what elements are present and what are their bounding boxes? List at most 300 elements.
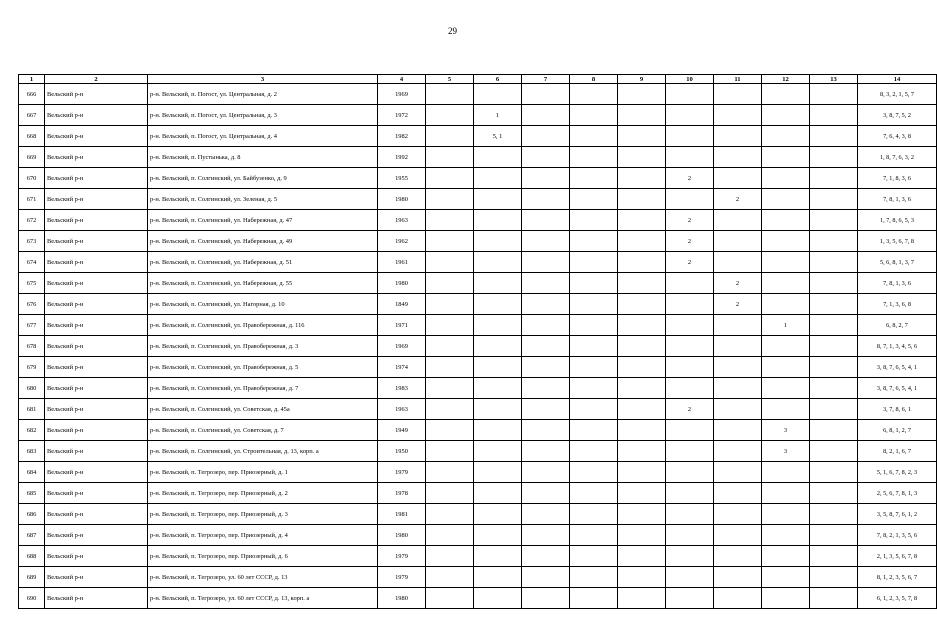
col13-cell: [810, 420, 858, 441]
col11-cell: [714, 546, 762, 567]
district-cell: Вельский р-н: [45, 504, 148, 525]
table-row: [19, 294, 937, 315]
col5-cell: [426, 336, 474, 357]
col11-cell: [714, 105, 762, 126]
column-header: 4: [378, 75, 426, 84]
table-row: [19, 210, 937, 231]
row-number-cell: 680: [19, 378, 45, 399]
col5-cell: [426, 441, 474, 462]
col5-cell: [426, 525, 474, 546]
table-row: [19, 252, 937, 273]
col6-cell: [474, 504, 522, 525]
col5-cell: [426, 546, 474, 567]
table-row: [19, 546, 937, 567]
col11-cell: [714, 147, 762, 168]
codes-cell: 3, 5, 8, 7, 6, 1, 2: [858, 504, 937, 525]
col13-cell: [810, 378, 858, 399]
row-number-cell: 677: [19, 315, 45, 336]
col7-cell: [522, 168, 570, 189]
col10-cell: [666, 441, 714, 462]
row-number-cell: 667: [19, 105, 45, 126]
col8-cell: [570, 483, 618, 504]
column-header: 10: [666, 75, 714, 84]
col7-cell: [522, 336, 570, 357]
col9-cell: [618, 357, 666, 378]
col12-cell: [762, 483, 810, 504]
codes-cell: 7, 8, 1, 3, 6: [858, 273, 937, 294]
address-cell: р-н. Вельский, п. Погост, ул. Центральная, д. 3: [148, 105, 378, 126]
column-header: 5: [426, 75, 474, 84]
col10-cell: 2: [666, 399, 714, 420]
col6-cell: 5, 1: [474, 126, 522, 147]
col6-cell: [474, 147, 522, 168]
table-row: [19, 126, 937, 147]
col6-cell: [474, 168, 522, 189]
col8-cell: [570, 399, 618, 420]
address-cell: р-н. Вельский, п. Солгинский, ул. Строительная, д. 13, корп. а: [148, 441, 378, 462]
col11-cell: [714, 336, 762, 357]
district-cell: Вельский р-н: [45, 525, 148, 546]
row-number-cell: 672: [19, 210, 45, 231]
table-row: [19, 525, 937, 546]
table-row: [19, 189, 937, 210]
year-cell: 1982: [378, 126, 426, 147]
col5-cell: [426, 462, 474, 483]
col13-cell: [810, 168, 858, 189]
col6-cell: [474, 357, 522, 378]
col13-cell: [810, 504, 858, 525]
col5-cell: [426, 315, 474, 336]
codes-cell: 1, 8, 7, 6, 3, 2: [858, 147, 937, 168]
col6-cell: [474, 546, 522, 567]
col8-cell: [570, 588, 618, 609]
table-row: [19, 399, 937, 420]
district-cell: Вельский р-н: [45, 546, 148, 567]
col6-cell: [474, 336, 522, 357]
col12-cell: 1: [762, 315, 810, 336]
col11-cell: [714, 378, 762, 399]
col12-cell: [762, 189, 810, 210]
col7-cell: [522, 357, 570, 378]
col7-cell: [522, 252, 570, 273]
table-row: [19, 567, 937, 588]
col9-cell: [618, 273, 666, 294]
col5-cell: [426, 147, 474, 168]
col11-cell: [714, 420, 762, 441]
year-cell: 1979: [378, 546, 426, 567]
col9-cell: [618, 84, 666, 105]
col6-cell: [474, 378, 522, 399]
district-cell: Вельский р-н: [45, 357, 148, 378]
column-header: 11: [714, 75, 762, 84]
col5-cell: [426, 84, 474, 105]
year-cell: 1971: [378, 315, 426, 336]
year-cell: 1955: [378, 168, 426, 189]
year-cell: 1950: [378, 441, 426, 462]
col11-cell: [714, 231, 762, 252]
col8-cell: [570, 462, 618, 483]
table-row: [19, 147, 937, 168]
table-row: [19, 336, 937, 357]
column-header: 8: [570, 75, 618, 84]
col13-cell: [810, 147, 858, 168]
row-number-cell: 682: [19, 420, 45, 441]
column-header: 13: [810, 75, 858, 84]
district-cell: Вельский р-н: [45, 168, 148, 189]
col10-cell: [666, 504, 714, 525]
row-number-cell: 690: [19, 588, 45, 609]
col10-cell: [666, 84, 714, 105]
col5-cell: [426, 294, 474, 315]
address-cell: р-н. Вельский, п. Солгинский, ул. Нагорная, д. 10: [148, 294, 378, 315]
col12-cell: [762, 504, 810, 525]
col11-cell: [714, 462, 762, 483]
address-cell: р-н. Вельский, п. Солгинский, ул. Советская, д. 45а: [148, 399, 378, 420]
col11-cell: [714, 483, 762, 504]
address-cell: р-н. Вельский, п. Погост, ул. Центральная, д. 2: [148, 84, 378, 105]
district-cell: Вельский р-н: [45, 84, 148, 105]
table-body: [19, 84, 937, 609]
col12-cell: [762, 357, 810, 378]
col8-cell: [570, 336, 618, 357]
row-number-cell: 685: [19, 483, 45, 504]
col9-cell: [618, 210, 666, 231]
codes-cell: 7, 1, 8, 3, 6: [858, 168, 937, 189]
address-cell: р-н. Вельский, п. Пустынька, д. 8: [148, 147, 378, 168]
col8-cell: [570, 315, 618, 336]
column-header: 6: [474, 75, 522, 84]
row-number-cell: 687: [19, 525, 45, 546]
district-cell: Вельский р-н: [45, 252, 148, 273]
codes-cell: 1, 7, 8, 6, 5, 3: [858, 210, 937, 231]
col8-cell: [570, 168, 618, 189]
codes-cell: 6, 1, 2, 3, 5, 7, 8: [858, 588, 937, 609]
col6-cell: [474, 567, 522, 588]
district-cell: Вельский р-н: [45, 105, 148, 126]
year-cell: 1974: [378, 357, 426, 378]
col5-cell: [426, 357, 474, 378]
col7-cell: [522, 84, 570, 105]
col13-cell: [810, 462, 858, 483]
col9-cell: [618, 441, 666, 462]
year-cell: 1849: [378, 294, 426, 315]
codes-cell: 2, 5, 6, 7, 8, 1, 3: [858, 483, 937, 504]
codes-cell: 6, 8, 1, 2, 7: [858, 420, 937, 441]
header-row: [19, 75, 937, 84]
col6-cell: [474, 588, 522, 609]
col8-cell: [570, 525, 618, 546]
col13-cell: [810, 399, 858, 420]
address-cell: р-н. Вельский, п. Солгинский, ул. Набережная, д. 51: [148, 252, 378, 273]
year-cell: 1972: [378, 105, 426, 126]
district-cell: Вельский р-н: [45, 378, 148, 399]
codes-cell: 7, 1, 3, 6, 8: [858, 294, 937, 315]
col10-cell: [666, 294, 714, 315]
year-cell: 1969: [378, 84, 426, 105]
col9-cell: [618, 336, 666, 357]
col8-cell: [570, 546, 618, 567]
codes-cell: 7, 8, 2, 1, 3, 5, 6: [858, 525, 937, 546]
address-cell: р-н. Вельский, п. Солгинский, ул. Правобережная, д. 116: [148, 315, 378, 336]
codes-cell: 7, 6, 4, 3, 8: [858, 126, 937, 147]
district-cell: Вельский р-н: [45, 147, 148, 168]
codes-cell: 5, 1, 6, 7, 8, 2, 3: [858, 462, 937, 483]
row-number-cell: 678: [19, 336, 45, 357]
col13-cell: [810, 126, 858, 147]
col9-cell: [618, 462, 666, 483]
table-row: [19, 231, 937, 252]
codes-cell: 8, 3, 2, 1, 5, 7: [858, 84, 937, 105]
col12-cell: 3: [762, 420, 810, 441]
col10-cell: [666, 126, 714, 147]
col11-cell: [714, 525, 762, 546]
col10-cell: [666, 336, 714, 357]
address-cell: р-н. Вельский, п. Тегрозеро, ул. 60 лет СССР, д. 13: [148, 567, 378, 588]
col7-cell: [522, 525, 570, 546]
col5-cell: [426, 273, 474, 294]
col12-cell: 3: [762, 441, 810, 462]
col6-cell: [474, 210, 522, 231]
column-header: 12: [762, 75, 810, 84]
col13-cell: [810, 315, 858, 336]
col13-cell: [810, 294, 858, 315]
col13-cell: [810, 252, 858, 273]
col10-cell: [666, 420, 714, 441]
col12-cell: [762, 567, 810, 588]
address-cell: р-н. Вельский, п. Тегрозеро, пер. Приозерный, д. 4: [148, 525, 378, 546]
table-row: [19, 441, 937, 462]
col12-cell: [762, 378, 810, 399]
codes-cell: 5, 6, 8, 1, 3, 7: [858, 252, 937, 273]
col11-cell: 2: [714, 294, 762, 315]
codes-cell: 2, 1, 3, 5, 6, 7, 8: [858, 546, 937, 567]
col8-cell: [570, 84, 618, 105]
col9-cell: [618, 399, 666, 420]
col11-cell: [714, 210, 762, 231]
col8-cell: [570, 147, 618, 168]
col13-cell: [810, 336, 858, 357]
col5-cell: [426, 126, 474, 147]
col12-cell: [762, 231, 810, 252]
year-cell: 1983: [378, 378, 426, 399]
district-cell: Вельский р-н: [45, 420, 148, 441]
col12-cell: [762, 525, 810, 546]
col5-cell: [426, 252, 474, 273]
col11-cell: [714, 567, 762, 588]
district-cell: Вельский р-н: [45, 231, 148, 252]
col12-cell: [762, 252, 810, 273]
col5-cell: [426, 420, 474, 441]
district-cell: Вельский р-н: [45, 210, 148, 231]
row-number-cell: 668: [19, 126, 45, 147]
col5-cell: [426, 105, 474, 126]
col9-cell: [618, 126, 666, 147]
row-number-cell: 669: [19, 147, 45, 168]
col8-cell: [570, 273, 618, 294]
district-cell: Вельский р-н: [45, 399, 148, 420]
col13-cell: [810, 357, 858, 378]
row-number-cell: 679: [19, 357, 45, 378]
col10-cell: [666, 525, 714, 546]
address-cell: р-н. Вельский, п. Солгинский, ул. Правобережная, д. 5: [148, 357, 378, 378]
col9-cell: [618, 483, 666, 504]
table-row: [19, 420, 937, 441]
col8-cell: [570, 210, 618, 231]
col9-cell: [618, 105, 666, 126]
district-cell: Вельский р-н: [45, 189, 148, 210]
col7-cell: [522, 567, 570, 588]
col8-cell: [570, 441, 618, 462]
table-row: [19, 273, 937, 294]
col5-cell: [426, 231, 474, 252]
col10-cell: [666, 273, 714, 294]
col6-cell: [474, 252, 522, 273]
col9-cell: [618, 189, 666, 210]
col7-cell: [522, 315, 570, 336]
col9-cell: [618, 231, 666, 252]
col7-cell: [522, 462, 570, 483]
year-cell: 1980: [378, 588, 426, 609]
col9-cell: [618, 525, 666, 546]
year-cell: 1978: [378, 483, 426, 504]
col12-cell: [762, 294, 810, 315]
col12-cell: [762, 546, 810, 567]
col10-cell: [666, 483, 714, 504]
housing-table: [18, 74, 937, 609]
row-number-cell: 675: [19, 273, 45, 294]
col12-cell: [762, 462, 810, 483]
col9-cell: [618, 147, 666, 168]
col7-cell: [522, 273, 570, 294]
col13-cell: [810, 525, 858, 546]
year-cell: 1962: [378, 231, 426, 252]
row-number-cell: 686: [19, 504, 45, 525]
col6-cell: [474, 462, 522, 483]
col7-cell: [522, 231, 570, 252]
col8-cell: [570, 504, 618, 525]
year-cell: 1979: [378, 462, 426, 483]
col10-cell: [666, 546, 714, 567]
col5-cell: [426, 483, 474, 504]
row-number-cell: 688: [19, 546, 45, 567]
col7-cell: [522, 294, 570, 315]
address-cell: р-н. Вельский, п. Солгинский, ул. Набережная, д. 55: [148, 273, 378, 294]
address-cell: р-н. Вельский, п. Тегрозеро, пер. Приозерный, д. 2: [148, 483, 378, 504]
col10-cell: [666, 147, 714, 168]
col11-cell: [714, 357, 762, 378]
col7-cell: [522, 483, 570, 504]
col8-cell: [570, 420, 618, 441]
col12-cell: [762, 336, 810, 357]
district-cell: Вельский р-н: [45, 315, 148, 336]
col6-cell: [474, 231, 522, 252]
col9-cell: [618, 546, 666, 567]
col8-cell: [570, 126, 618, 147]
col12-cell: [762, 147, 810, 168]
district-cell: Вельский р-н: [45, 441, 148, 462]
table-row: [19, 105, 937, 126]
year-cell: 1979: [378, 567, 426, 588]
col9-cell: [618, 252, 666, 273]
col6-cell: [474, 483, 522, 504]
col9-cell: [618, 315, 666, 336]
col9-cell: [618, 420, 666, 441]
col7-cell: [522, 399, 570, 420]
table-row: [19, 462, 937, 483]
col6-cell: [474, 420, 522, 441]
col10-cell: [666, 189, 714, 210]
col8-cell: [570, 567, 618, 588]
col11-cell: [714, 168, 762, 189]
column-header: 2: [45, 75, 148, 84]
codes-cell: 3, 7, 8, 6, 1: [858, 399, 937, 420]
col7-cell: [522, 147, 570, 168]
col8-cell: [570, 378, 618, 399]
col5-cell: [426, 567, 474, 588]
col7-cell: [522, 588, 570, 609]
col10-cell: 2: [666, 231, 714, 252]
col7-cell: [522, 420, 570, 441]
page-number: 29: [448, 26, 457, 36]
district-cell: Вельский р-н: [45, 462, 148, 483]
col6-cell: [474, 294, 522, 315]
table-row: [19, 504, 937, 525]
codes-cell: 6, 8, 2, 7: [858, 315, 937, 336]
codes-cell: 3, 8, 7, 6, 5, 4, 1: [858, 357, 937, 378]
row-number-cell: 689: [19, 567, 45, 588]
address-cell: р-н. Вельский, п. Солгинский, ул. Советская, д. 7: [148, 420, 378, 441]
col6-cell: [474, 315, 522, 336]
col13-cell: [810, 189, 858, 210]
col10-cell: [666, 462, 714, 483]
col8-cell: [570, 231, 618, 252]
district-cell: Вельский р-н: [45, 126, 148, 147]
col11-cell: [714, 84, 762, 105]
table-row: [19, 168, 937, 189]
row-number-cell: 671: [19, 189, 45, 210]
address-cell: р-н. Вельский, п. Тегрозеро, пер. Приозерный, д. 1: [148, 462, 378, 483]
col6-cell: [474, 441, 522, 462]
col7-cell: [522, 126, 570, 147]
codes-cell: 7, 8, 1, 3, 6: [858, 189, 937, 210]
codes-cell: 8, 1, 2, 3, 5, 6, 7: [858, 567, 937, 588]
col7-cell: [522, 378, 570, 399]
col12-cell: [762, 399, 810, 420]
col13-cell: [810, 231, 858, 252]
col10-cell: [666, 357, 714, 378]
col11-cell: [714, 126, 762, 147]
col7-cell: [522, 189, 570, 210]
district-cell: Вельский р-н: [45, 483, 148, 504]
col11-cell: 2: [714, 273, 762, 294]
year-cell: 1992: [378, 147, 426, 168]
year-cell: 1963: [378, 210, 426, 231]
col5-cell: [426, 210, 474, 231]
address-cell: р-н. Вельский, п. Солгинский, ул. Правобережная, д. 7: [148, 378, 378, 399]
col6-cell: [474, 525, 522, 546]
district-cell: Вельский р-н: [45, 273, 148, 294]
col6-cell: [474, 399, 522, 420]
col10-cell: [666, 105, 714, 126]
col7-cell: [522, 504, 570, 525]
row-number-cell: 681: [19, 399, 45, 420]
year-cell: 1981: [378, 504, 426, 525]
col10-cell: 2: [666, 210, 714, 231]
table-row: [19, 84, 937, 105]
col10-cell: [666, 588, 714, 609]
col12-cell: [762, 588, 810, 609]
address-cell: р-н. Вельский, п. Тегрозеро, ул. 60 лет СССР, д. 13, корп. а: [148, 588, 378, 609]
